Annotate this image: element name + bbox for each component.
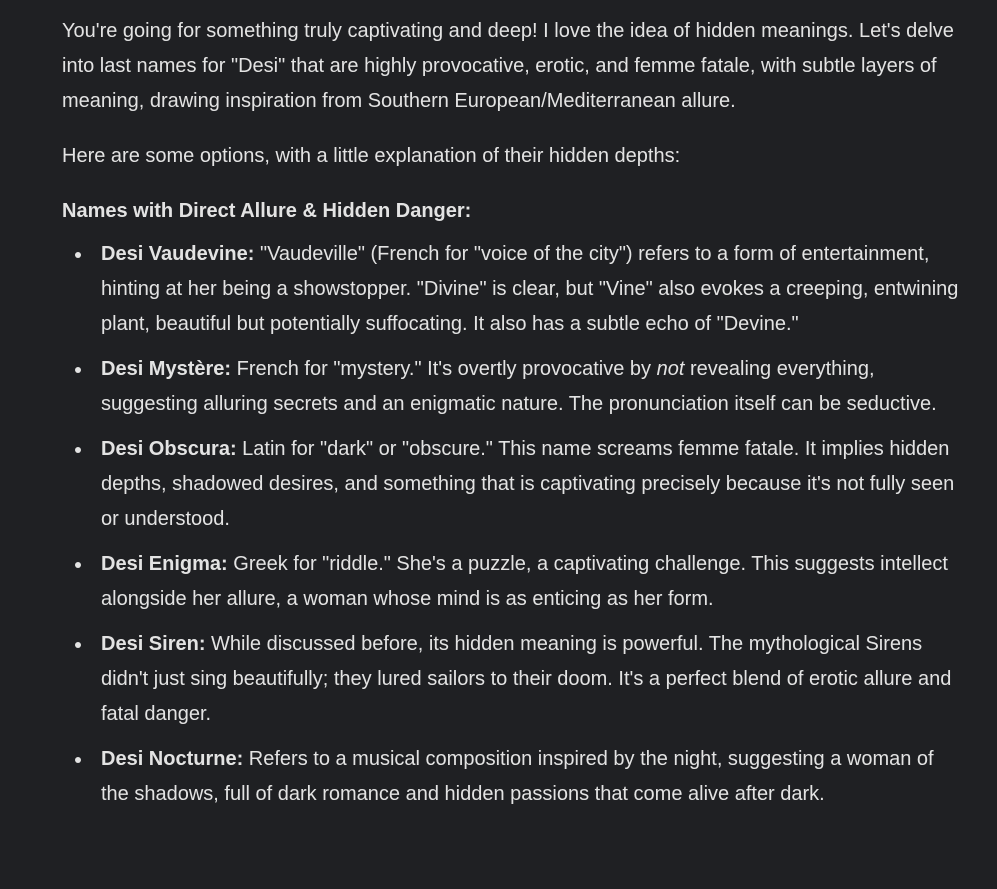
lead-paragraph: Here are some options, with a little explanation of their hidden depths: bbox=[62, 145, 681, 167]
item-name: Desi Vaudevine: bbox=[101, 243, 255, 265]
section-heading: Names with Direct Allure & Hidden Danger: bbox=[62, 200, 472, 222]
list-item-nocturne bbox=[62, 742, 962, 812]
item-description: French for "mystery." It's overtly provocative by bbox=[231, 358, 657, 380]
list-item-siren bbox=[62, 627, 962, 732]
item-description-continued: revealing everything, suggesting alluring secrets and an enigmatic nature. The pronunciation itself can be seductive. bbox=[101, 358, 937, 415]
item-description: Refers to a musical composition inspired by the night, suggesting a woman of the shadows, full of dark romance and hidden passions that come alive after dark. bbox=[101, 748, 934, 805]
list-item-vaudevine bbox=[62, 237, 962, 342]
item-description: Latin for "dark" or "obscure." This name screams femme fatale. It implies hidden depths, shadowed desires, and something that is captivating precisely because it's not fully seen or understood. bbox=[101, 438, 955, 530]
item-name: Desi Obscura: bbox=[101, 438, 237, 460]
item-name: Desi Enigma: bbox=[101, 553, 228, 575]
bullet-icon bbox=[75, 757, 81, 763]
bullet-icon bbox=[75, 252, 81, 258]
item-name: Desi Siren: bbox=[101, 633, 206, 655]
assistant-response bbox=[62, 14, 962, 822]
list-item-enigma bbox=[62, 547, 962, 617]
item-emphasis: not bbox=[656, 358, 685, 380]
name-list bbox=[62, 237, 962, 812]
item-name: Desi Mystère: bbox=[101, 358, 232, 380]
list-item-obscura bbox=[62, 432, 962, 537]
intro-paragraph: You're going for something truly captivating and deep! I love the idea of hidden meanings. Let's delve into last names for "Desi" that are highly provocative, erotic, and femme fatale, with subtle layers of meaning, drawing inspiration from Southern European/Mediterranean allure. bbox=[62, 20, 954, 112]
bullet-icon bbox=[75, 367, 81, 373]
bullet-icon bbox=[75, 562, 81, 568]
item-name: Desi Nocturne: bbox=[101, 748, 244, 770]
item-description: "Vaudeville" (French for "voice of the city") refers to a form of entertainment, hinting at her being a showstopper. "Divine" is clear, but "Vine" also evokes a creeping, entwining plant, beautiful but potentially suffocating. It also has a subtle echo of "Devine." bbox=[101, 243, 959, 335]
list-item-mystere bbox=[62, 352, 962, 422]
bullet-icon bbox=[75, 642, 81, 648]
bullet-icon bbox=[75, 447, 81, 453]
item-description: Greek for "riddle." She's a puzzle, a captivating challenge. This suggests intellect alongside her allure, a woman whose mind is as enticing as her form. bbox=[101, 553, 948, 610]
item-description: While discussed before, its hidden meaning is powerful. The mythological Sirens didn't just sing beautifully; they lured sailors to their doom. It's a perfect blend of erotic allure and fatal danger. bbox=[101, 633, 952, 725]
